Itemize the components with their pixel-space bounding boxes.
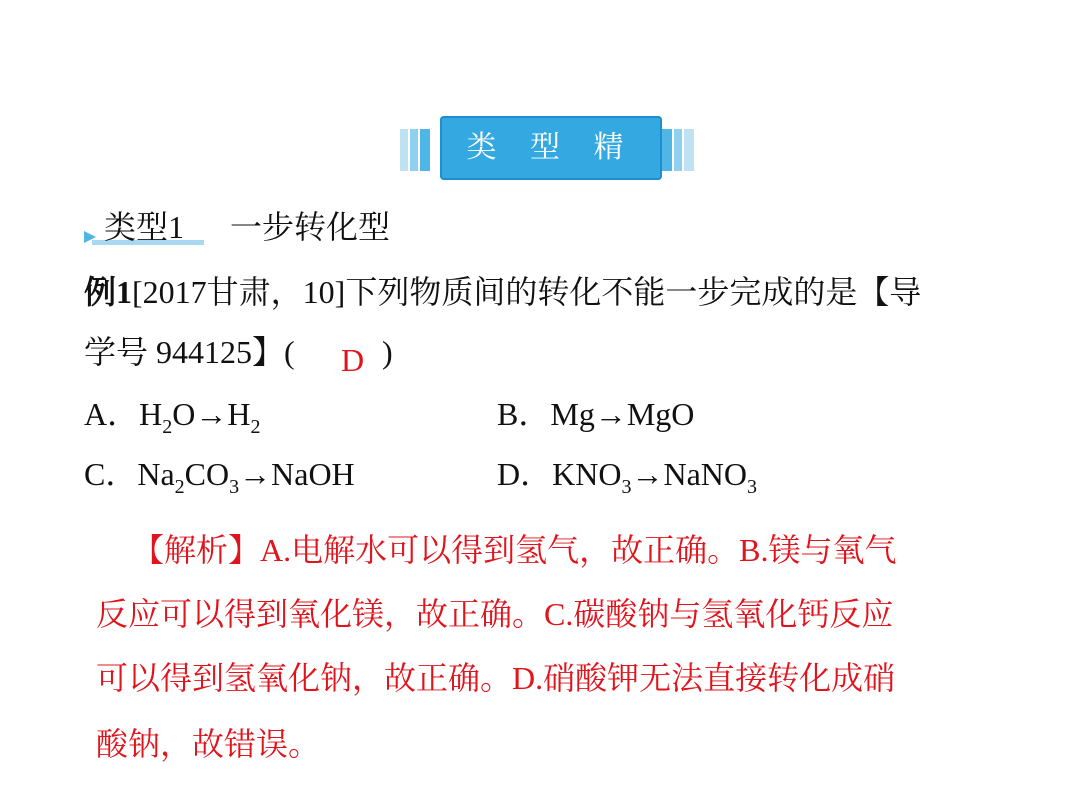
- analysis-line-4: 酸钠，故错误。: [96, 726, 321, 762]
- option-c: [84, 452, 355, 496]
- formula-part: →NaNO: [631, 456, 747, 492]
- section-label: 类型1: [104, 209, 185, 245]
- question-tag: 例1: [84, 274, 133, 310]
- section-title: 一步转化型: [230, 209, 391, 245]
- formula-part: KNO: [552, 456, 622, 492]
- analysis-line-1: 【解析】A.电解水可以得到氢气，故正确。B.镁与氧气: [132, 532, 897, 568]
- subscript: 2: [174, 476, 185, 498]
- formula-part: Mg→MgO: [550, 396, 695, 432]
- close-paren: ): [382, 334, 393, 370]
- option-letter: D．: [497, 456, 553, 492]
- subscript: 3: [621, 476, 632, 498]
- question-stem-cont: 学号 944125】(: [84, 334, 295, 370]
- header-banner: [440, 116, 662, 229]
- formula-part: Na: [137, 456, 175, 492]
- subscript: 2: [162, 416, 173, 438]
- arrow-icon: [84, 231, 96, 243]
- option-letter: B．: [497, 396, 551, 432]
- question-stem: 下列物质间的转化不能一步完成的是【导: [345, 274, 922, 310]
- banner-decoration: [662, 129, 672, 171]
- question-line-2: [84, 330, 295, 374]
- question-line-1: [84, 270, 921, 314]
- option-letter: C．: [84, 456, 138, 492]
- answer-mark: D: [341, 342, 365, 378]
- banner-decoration: [400, 129, 408, 171]
- banner-decoration: [410, 129, 418, 171]
- subscript: 3: [229, 476, 240, 498]
- formula-part: CO: [184, 456, 230, 492]
- header-title: 类 型 精 讲: [466, 130, 636, 229]
- subscript: 3: [746, 476, 757, 498]
- banner-decoration: [420, 129, 430, 171]
- formula-part: H: [139, 396, 163, 432]
- banner-decoration: [674, 129, 682, 171]
- formula-part: →NaOH: [239, 456, 355, 492]
- option-b: [497, 392, 694, 436]
- analysis-line-3: 可以得到氢氧化钠，故正确。D.硝酸钾无法直接转化成硝: [96, 660, 896, 696]
- analysis-line-2: 反应可以得到氧化镁，故正确。C.碳酸钠与氢氧化钙反应: [96, 596, 894, 632]
- option-d: [497, 452, 757, 496]
- formula-part: O→H: [172, 396, 251, 432]
- banner-decoration: [684, 129, 694, 171]
- option-a: [84, 392, 260, 436]
- option-letter: A．: [84, 396, 140, 432]
- question-source: [2017甘肃，10]: [132, 274, 346, 310]
- subscript: 2: [250, 416, 261, 438]
